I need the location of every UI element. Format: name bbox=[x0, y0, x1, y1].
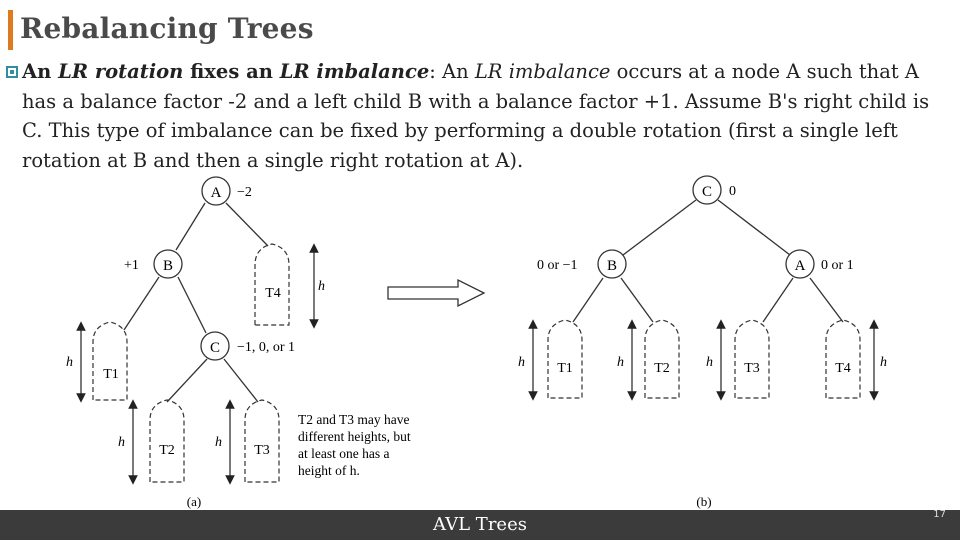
node-B-left-label: B bbox=[162, 258, 174, 274]
caption-a: (a) bbox=[186, 494, 202, 509]
page-number: 17 bbox=[933, 509, 946, 520]
node-C-right-label: C bbox=[701, 184, 713, 200]
note-line-2: different heights, but bbox=[298, 429, 411, 444]
node-C-right bbox=[693, 176, 721, 204]
node-A-left-label: A bbox=[210, 185, 222, 201]
caption-b: (b) bbox=[696, 494, 712, 509]
balance-C-right: 0 bbox=[729, 184, 736, 199]
subtree-T2-left bbox=[150, 400, 184, 482]
subtree-T2-left-label: T2 bbox=[159, 443, 175, 458]
node-A-right-label: A bbox=[794, 258, 806, 274]
avl-rotation-diagram bbox=[0, 170, 960, 510]
balance-B-right: 0 or −1 bbox=[537, 258, 578, 273]
note-line-4: height of h. bbox=[298, 463, 360, 478]
lr-imbalance-em: LR imbalance bbox=[474, 60, 611, 83]
footer-title: AVL Trees bbox=[433, 514, 527, 535]
height-label-T1-right: h bbox=[518, 355, 525, 370]
title-accent-bar bbox=[8, 10, 13, 50]
colon-text: : An bbox=[429, 60, 475, 83]
bold-mid: fixes an bbox=[183, 60, 280, 83]
subtree-T1-left bbox=[93, 322, 127, 400]
height-label-T4-right: h bbox=[880, 355, 887, 370]
bold-lead: An bbox=[22, 60, 59, 83]
subtree-T4-right-label: T4 bbox=[835, 361, 851, 376]
node-B-right-label: B bbox=[606, 258, 618, 274]
lr-imbalance-term: LR imbalance bbox=[279, 60, 430, 83]
node-B-left bbox=[154, 250, 182, 278]
node-C-left bbox=[201, 332, 229, 360]
balance-A-right: 0 or 1 bbox=[821, 258, 854, 273]
node-C-left-label: C bbox=[209, 340, 221, 356]
subtree-T2-right bbox=[645, 320, 679, 398]
note-line-1: T2 and T3 may have bbox=[298, 412, 410, 427]
subtree-T2-right-label: T2 bbox=[654, 361, 670, 376]
subtree-T3-left-label: T3 bbox=[254, 443, 270, 458]
height-label-T2-right: h bbox=[617, 355, 624, 370]
slide-title: Rebalancing Trees bbox=[20, 12, 314, 45]
subtree-T3-left bbox=[245, 400, 279, 482]
subtree-T1-right bbox=[548, 320, 582, 398]
subtree-T4-left-label: T4 bbox=[265, 286, 281, 301]
subtree-T3-right bbox=[735, 320, 769, 398]
subtree-T1-left-label: T1 bbox=[103, 367, 119, 382]
right-arrow-icon bbox=[388, 280, 484, 306]
bullet-rest-text: occurs at a node A such that A has a balance factor -2 and a left child B with a balance factor +1. Assume B's right child is C. This type of imbalance can be fixed by performing a double rotation (first a single left rotation at B and then a single right rotation at A). bbox=[22, 60, 930, 172]
height-label-T2-left: h bbox=[118, 435, 125, 450]
lr-rotation-term: LR rotation bbox=[58, 60, 184, 83]
bullet-paragraph bbox=[22, 57, 952, 175]
node-A-left bbox=[202, 177, 230, 205]
balance-A-left: −2 bbox=[237, 185, 252, 200]
node-A-right bbox=[786, 250, 814, 278]
height-label-T1-left: h bbox=[66, 355, 73, 370]
height-label-T4-left: h bbox=[318, 279, 325, 294]
height-label-T3-left: h bbox=[215, 435, 222, 450]
subtree-T4-left bbox=[255, 244, 289, 325]
bullet-icon bbox=[6, 66, 18, 78]
note-line-3: at least one has a bbox=[298, 446, 390, 461]
subtree-T4-right bbox=[826, 320, 860, 398]
balance-B-left: +1 bbox=[124, 258, 139, 273]
left-tree bbox=[124, 203, 268, 402]
subtree-T1-right-label: T1 bbox=[557, 361, 573, 376]
balance-C-left: −1, 0, or 1 bbox=[237, 340, 296, 355]
subtree-T3-right-label: T3 bbox=[744, 361, 760, 376]
node-B-right bbox=[598, 250, 626, 278]
height-label-T3-right: h bbox=[706, 355, 713, 370]
